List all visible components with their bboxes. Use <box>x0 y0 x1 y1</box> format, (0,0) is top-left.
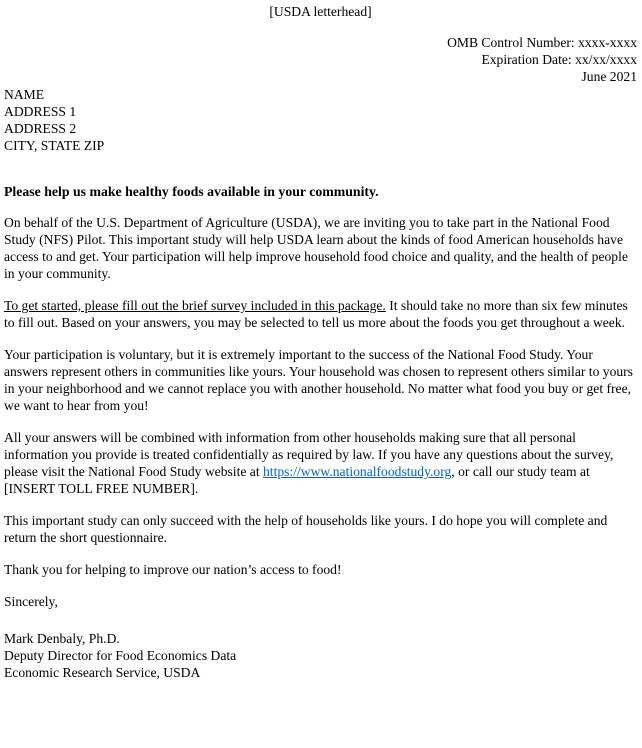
letterhead-placeholder: [USDA letterhead] <box>269 4 372 19</box>
confidentiality-text-before-link: All your answers will be combined with information from other households making sure that all personal information you provide is treated confidentially as required by law. If you have any questions about the survey, please visit the National Food Study website at <box>4 429 614 479</box>
confidentiality-text-after-link: , or call our study team at [INSERT TOLL FREE NUMBER]. <box>4 463 590 496</box>
get-started-underlined-sentence: To get started, please fill out the brief survey included in this package. <box>4 298 386 314</box>
paragraph-closing-thanks: Thank you for helping to improve our nation’s access to food! <box>4 561 342 577</box>
paragraph-voluntary: Your participation is voluntary, but it is extremely important to the success of the National Food Study. Your answers represent others in communities like yours. Your household was chosen to represent others similar to yours in your neighborhood and we cannot replace you with another household. No matter what food you buy or get free, we want to hear from you! <box>4 347 633 413</box>
signature-name: Mark Denbaly, Ph.D. <box>4 630 120 646</box>
letter-date: June 2021 <box>581 68 637 84</box>
expiration-date: Expiration Date: xx/xx/xxxx <box>481 51 637 67</box>
paragraph-closing-hope: This important study can only succeed with the help of households like yours. I do hope you will complete and return the short questionnaire. <box>4 512 608 545</box>
get-started-rest: It should take no more than six few minutes to fill out. Based on your answers, you may be selected to tell us more about the foods you get throughout a week. <box>4 298 628 331</box>
omb-control-number: OMB Control Number: xxxx-xxxx <box>447 34 637 50</box>
meta-block <box>4 35 637 86</box>
recipient-address-line-2: ADDRESS 2 <box>4 120 77 136</box>
paragraph-confidentiality <box>4 430 637 498</box>
paragraph-intro: On behalf of the U.S. Department of Agriculture (USDA), we are inviting you to take part in the National Food Study (NFS) Pilot. This important study will help USDA learn about the kinds of food American households have access to and get. Your participation will help improve household food choice and quality, and the health of people in your community. <box>4 215 628 282</box>
recipient-address <box>4 87 637 155</box>
study-website-link[interactable]: https://www.nationalfoodstudy.org <box>263 463 452 479</box>
recipient-address-line-1: ADDRESS 1 <box>4 103 77 119</box>
signature-title: Deputy Director for Food Economics Data <box>4 647 237 663</box>
signoff: Sincerely, <box>4 593 58 609</box>
signature-block <box>4 631 637 682</box>
recipient-city-state-zip: CITY, STATE ZIP <box>4 137 105 153</box>
recipient-name: NAME <box>4 86 45 102</box>
signature-organization: Economic Research Service, USDA <box>4 664 201 680</box>
letter-heading: Please help us make healthy foods available in your community. <box>4 183 379 199</box>
paragraph-get-started <box>4 298 637 332</box>
